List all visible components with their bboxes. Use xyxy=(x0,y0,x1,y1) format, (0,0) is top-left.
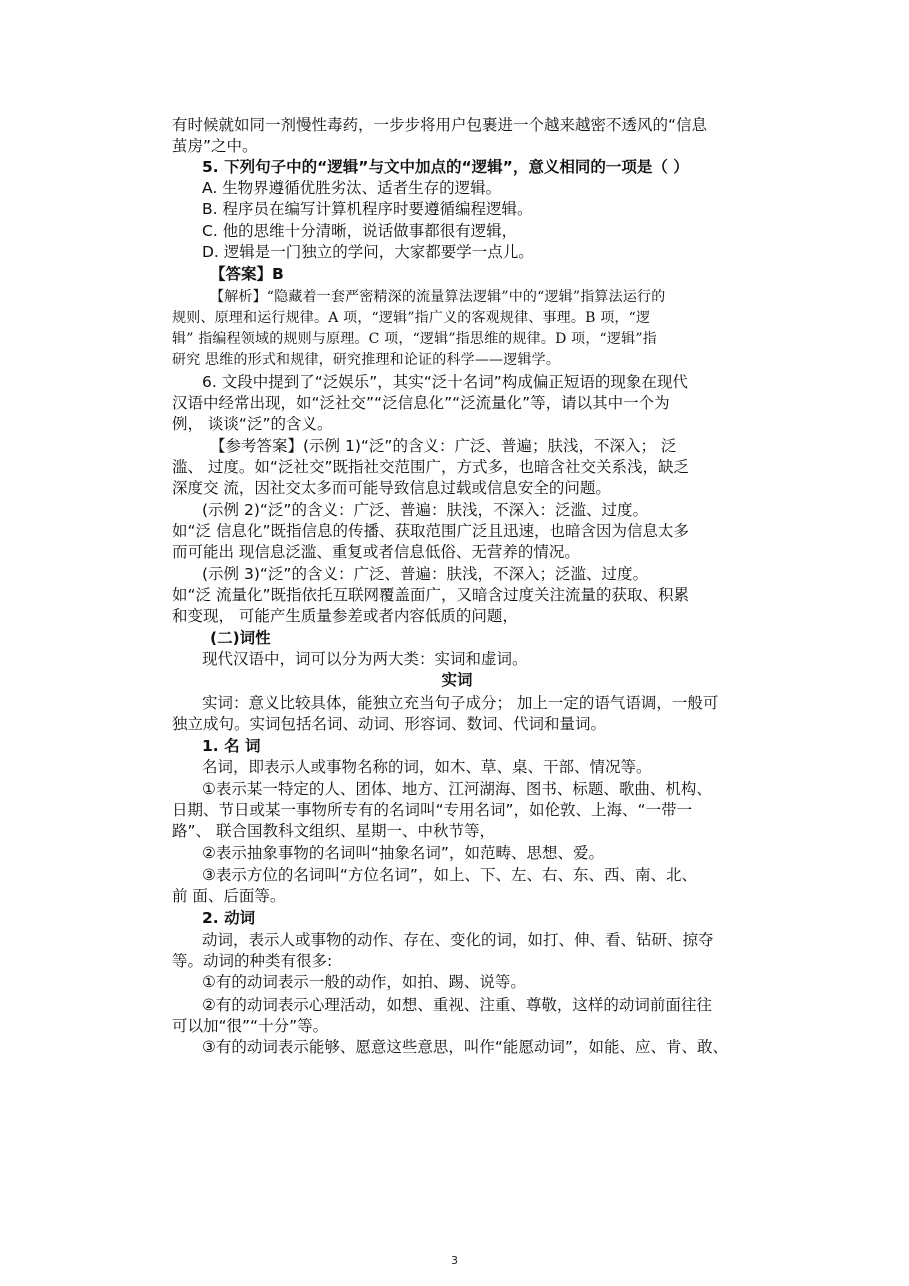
text-line: 可以加“很”“十分”等。 xyxy=(172,1017,329,1035)
text-line: 等。动词的种类有很多: xyxy=(172,952,333,970)
text-line: 前 面、后面等。 xyxy=(172,887,286,905)
text-line: 和变现， 可能产生质量参差或者内容低质的问题， xyxy=(172,607,518,625)
text-line: 名词，即表示人或事物名称的词，如木、草、桌、干部、情况等。 xyxy=(202,758,652,776)
text-line: 茧房”之中。 xyxy=(172,137,258,155)
text-line: 例， 谈谈“泛”的含义。 xyxy=(172,415,333,433)
text-line: 有时候就如同一剂慢性毒药，一步步将用户包裹进一个越来越密不透风的“信息 xyxy=(172,116,708,134)
text-line: 实词：意义比较具体，能独立充当句子成分； 加上一定的语气语调，一般可 xyxy=(202,694,719,712)
subheading-verb: 2. 动词 xyxy=(202,909,256,927)
answer-label: 【答案】B xyxy=(210,265,284,283)
text-line: 动词，表示人或事物的动作、存在、变化的词，如打、伸、看、钻研、掠夺 xyxy=(202,931,714,949)
question-6: 6. 文段中提到了“泛娱乐”，其实“泛十名词”构成偏正短语的现象在现代 xyxy=(202,373,688,391)
text-line: ③有的动词表示能够、愿意这些意思，叫作“能愿动词”，如能、应、肯、敢、 xyxy=(202,1038,728,1056)
example-2: (示例 2)“泛”的含义：广泛、普遍：肤浅，不深入：泛滥、过度。 xyxy=(202,501,648,519)
analysis-line: 【解析】“隐藏着一套严密精深的流量算法逻辑”中的“逻辑”指算法运行的 xyxy=(210,289,666,305)
option-d: D. 逻辑是一门独立的学问，大家都要学一点儿。 xyxy=(202,243,534,261)
text-line: 日期、节日或某一事物所专有的名词叫“专用名词”，如伦敦、上海、“一带一 xyxy=(172,801,693,819)
section-heading: (二)词性 xyxy=(210,629,271,647)
option-c: C. 他的思维十分清晰，说话做事都很有逻辑， xyxy=(202,222,518,240)
analysis-line: 辑” 指编程领域的规则与原理。C 项，“逻辑”指思维的规律。D 项，“逻辑”指 xyxy=(172,331,657,347)
analysis-line: 研究 思维的形式和规律，研究推理和论证的科学——逻辑学。 xyxy=(172,352,561,368)
option-a: A. 生物界遵循优胜劣汰、适者生存的逻辑。 xyxy=(202,179,502,197)
text-line: 滥、 过度。如“泛社交”既指社交范围广，方式多，也暗含社交关系浅，缺乏 xyxy=(172,458,689,476)
option-b: B. 程序员在编写计算机程序时要遵循编程逻辑。 xyxy=(202,200,533,218)
text-line: 路”、 联合国教科文组织、星期一、中秋节等， xyxy=(172,822,495,840)
centered-heading: 实词 xyxy=(441,671,473,689)
example-3: (示例 3)“泛”的含义：广泛、普遍：肤浅，不深入；泛滥、过度。 xyxy=(202,565,648,583)
text-line: ①表示某一特定的人、团体、地方、江河湖海、图书、标题、歌曲、机构、 xyxy=(202,780,712,798)
subheading-noun: 1. 名 词 xyxy=(202,737,261,755)
text-line: 如“泛 流量化”既指依托互联网覆盖面广，又暗含过度关注流量的获取、积累 xyxy=(172,586,689,604)
text-line: 如“泛 信息化”既指信息的传播、获取范围广泛且迅速，也暗含因为信息太多 xyxy=(172,522,689,540)
text-line: 汉语中经常出现，如“泛社交”“泛信息化”“泛流量化”等，请以其中一个为 xyxy=(172,394,670,412)
text-line: ②表示抽象事物的名词叫“抽象名词”，如范畴、思想、爱。 xyxy=(202,844,604,862)
text-line: ③表示方位的名词叫“方位名词”，如上、下、左、右、东、西、南、北、 xyxy=(202,866,697,884)
text-line: 独立成句。实词包括名词、动词、形容词、数词、代词和量词。 xyxy=(172,715,607,733)
text-line: ②有的动词表示心理活动，如想、重视、注重、尊敬，这样的动词前面往往 xyxy=(202,996,712,1014)
text-line: 而可能出 现信息泛滥、重复或者信息低俗、无营养的情况。 xyxy=(172,543,580,561)
text-line: ①有的动词表示一般的动作，如拍、踢、说等。 xyxy=(202,973,526,991)
text-line: 现代汉语中，词可以分为两大类：实词和虚词。 xyxy=(202,650,528,668)
question-5: 5. 下列句子中的“逻辑”与文中加点的“逻辑”，意义相同的一项是（ ） xyxy=(202,158,689,176)
text-line: 深度交 流，因社交太多而可能导致信息过载或信息安全的问题。 xyxy=(172,479,611,497)
reference-answer: 【参考答案】(示例 1)“泛”的含义：广泛、普遍；肤浅，不深入； 泛 xyxy=(210,437,677,455)
page-number: 3 xyxy=(451,1254,458,1267)
analysis-line: 规则、原理和运行规律。A 项，“逻辑”指广义的客观规律、事理。B 项，“逻 xyxy=(172,310,651,326)
